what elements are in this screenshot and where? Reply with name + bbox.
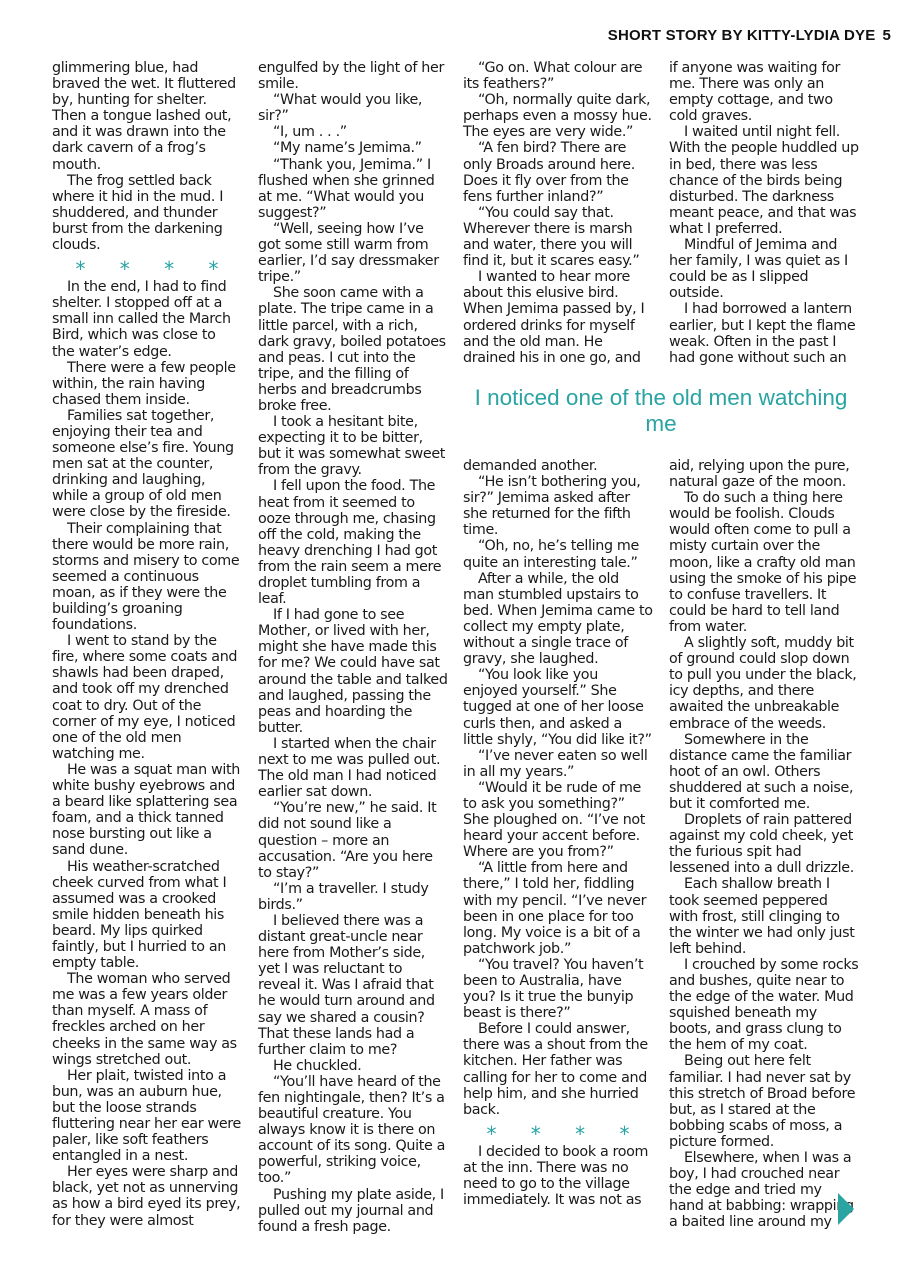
paragraph: I believed there was a distant great-uncle near here from Mother’s side, yet I was reluctant to reveal it. Was I afraid that he would turn around and say we shared a cousin? That these lands had a further claim to me? — [258, 912, 435, 1058]
paragraph: “You could say that. Wherever there is marsh and water, there you will find it, but it scares easy.” — [463, 204, 640, 270]
paragraph: “What would you like, sir?” — [258, 92, 423, 125]
paragraph: Mindful of Jemima and her family, I was quiet as I could be as I slipped outside. — [669, 237, 848, 302]
paragraph: glimmering blue, had braved the wet. It fluttered by, hunting for shelter. Then a tongue lashed out, and it was drawn into the dark cavern of a frog’s mouth. — [52, 60, 236, 173]
paragraph: Families sat together, enjoying their tea and someone else’s fire. Young men sat at the counter, drinking and laughing, while a group of old men were close by the fireside. — [52, 407, 234, 521]
paragraph: I wanted to hear more about this elusive bird. When Jemima passed by, I ordered drinks for myself and the old man. He drained his in one go, and — [463, 269, 645, 366]
section-break: * * * * — [75, 257, 233, 282]
paragraph: Somewhere in the distance came the familiar hoot of an owl. Others shuddered at such a noise, but it comforted me. — [669, 731, 854, 812]
paragraph: To do such a thing here would be foolish. Clouds would often come to pull a misty curtain over the moon, like a crafty old man using the smoke of his pipe to confuse travellers. It could be hard to tell land from water. — [669, 490, 857, 635]
paragraph: “I, um . . .” — [273, 124, 347, 141]
paragraph: Elsewhere, when I was a boy, I had crouched near the edge and tried my hand at babbing: wrapping a baited line around my — [669, 1150, 854, 1231]
column-3-top — [463, 60, 653, 366]
paragraph: “I’m a traveller. I study birds.” — [258, 880, 429, 913]
column-3-bottom — [463, 458, 653, 1208]
paragraph: After a while, the old man stumbled upstairs to bed. When Jemima came to collect my empty plate, without a single trace of gravy, she laughed. — [463, 570, 653, 668]
story-byline: SHORT STORY BY KITTY-LYDIA DYE — [607, 27, 876, 44]
paragraph: He was a squat man with white bushy eyebrows and a beard like splattering sea foam, and a thick tanned nose bursting out like a sand dune. — [52, 761, 240, 859]
continue-arrow-icon — [838, 1193, 854, 1225]
paragraph: I fell upon the food. The heat from it seemed to ooze through me, chasing off the cold, making the heavy drenching I had got from the rain seem a mere droplet tumbling from a leaf. — [258, 478, 442, 608]
paragraph: “You’re new,” he said. It did not sound like a question – more an accusation. “Are you here to stay?” — [258, 800, 437, 881]
paragraph: “Go on. What colour are its feathers?” — [463, 60, 643, 93]
paragraph: “Oh, normally quite dark, perhaps even a mossy hue. The eyes are very wide.” — [463, 92, 652, 141]
page-number: 5 — [882, 27, 891, 44]
paragraph: Each shallow breath I took seemed peppered with frost, still clinging to the winter we had only just left behind. — [669, 876, 855, 957]
paragraph: I crouched by some rocks and bushes, quite near to the edge of the water. Mud squished beneath my boots, and grass clung to the hem of my coat. — [669, 956, 859, 1054]
paragraph: I had borrowed a lantern earlier, but I kept the flame weak. Often in the past I had gone without such an — [669, 301, 856, 366]
paragraph: “You look like you enjoyed yourself.” She tugged at one of her loose curls then, and asked a little shyly, “You did like it?” — [463, 667, 652, 748]
paragraph: Being out here felt familiar. I had never sat by this stretch of Broad before but, as I stared at the bobbing scabs of moss, a picture formed. — [669, 1053, 856, 1150]
pull-quote: I noticed one of the old men watching me — [474, 385, 848, 436]
paragraph: I went to stand by the fire, where some coats and shawls had been draped, and took off my drenched coat to dry. Out of the corner of my eye, I noticed one of the old men watching me. — [52, 633, 238, 762]
paragraph: “My name’s Jemima.” — [273, 140, 422, 157]
paragraph: if anyone was waiting for me. There was only an empty cottage, and two cold graves. — [669, 60, 841, 125]
paragraph: Droplets of rain pattered against my cold cheek, yet the furious spit had lessened into a dull drizzle. — [669, 812, 854, 877]
page-header — [608, 27, 891, 49]
paragraph: I waited until night fell. With the people huddled up in bed, there was less chance of the birds being disturbed. The darkness meant peace, and that was what I preferred. — [669, 124, 859, 237]
paragraph: I decided to book a room at the inn. There was no need to go to the village immediately. It was not as — [463, 1143, 649, 1209]
paragraph: In the end, I had to find shelter. I stopped off at a small inn called the March Bird, which was close to the water’s edge. — [52, 279, 231, 360]
paragraph: Their complaining that there would be more rain, storms and misery to come seemed a continuous moan, as if they were the building’s groaning foundations. — [52, 520, 240, 634]
paragraph: I started when the chair next to me was pulled out. The old man I had noticed earlier sat down. — [258, 735, 441, 801]
paragraph: The frog settled back where it hid in the mud. I shuddered, and thunder burst from the darkening clouds. — [52, 172, 224, 254]
paragraph: His weather-scratched cheek curved from what I assumed was a crooked smile hidden beneath his beard. My lips quirked faintly, but I hurried to an empty table. — [52, 858, 227, 972]
paragraph: Her eyes were sharp and black, yet not as unnerving as how a bird eyed its prey, for they were almost — [52, 1164, 241, 1229]
paragraph: Her plait, twisted into a bun, was an auburn hue, but the loose strands fluttering near her ear were paler, like soft feathers entangled in a nest. — [52, 1067, 241, 1165]
paragraph: Pushing my plate aside, I pulled out my journal and found a fresh page. — [258, 1186, 444, 1235]
paragraph: “Well, seeing how I’ve got some still warm from earlier, I’d say dressmaker tripe.” — [258, 220, 439, 286]
column-1 — [52, 60, 242, 1229]
paragraph: “You travel? You haven’t been to Australia, have you? Is it true the bunyip beast is there?” — [463, 956, 644, 1022]
paragraph: “I’ve never eaten so well in all my years.” — [463, 747, 648, 780]
paragraph: “You’ll have heard of the fen nightingale, then? It’s a beautiful creature. You always know it is there on account of its song. Quite a powerful, striking voice, too.” — [258, 1073, 446, 1187]
paragraph: demanded another. — [463, 458, 598, 474]
paragraph: “A fen bird? There are only Broads around here. Does it fly over from the fens further inland?” — [463, 140, 635, 205]
paragraph: “Oh, no, he’s telling me quite an interesting tale.” — [463, 538, 639, 571]
paragraph: Before I could answer, there was a shout from the kitchen. Her father was calling for her to come and help him, and she hurried back. — [463, 1021, 648, 1118]
paragraph: She soon came with a plate. The tripe came in a little parcel, with a rich, dark gravy, boiled potatoes and peas. I cut into the tripe, and the filling of herbs and breadcrumbs broke free. — [258, 285, 446, 414]
paragraph: “A little from here and there,” I told her, fiddling with my pencil. “I’ve never been in one place for too long. My voice is a bit of a patchwork job.” — [463, 860, 647, 957]
paragraph: aid, relying upon the pure, natural gaze of the moon. — [669, 458, 850, 491]
paragraph: engulfed by the light of her smile. — [258, 60, 444, 93]
paragraph: I took a hesitant bite, expecting it to be bitter, but it was somewhat sweet from the gravy. — [258, 414, 446, 479]
paragraph: “Would it be rude of me to ask you something?” She ploughed on. “I’ve not heard your accent before. Where are you from?” — [463, 779, 646, 861]
paragraph: “Thank you, Jemima.” I flushed when she grinned at me. “What would you suggest?” — [258, 156, 435, 221]
paragraph: “He isn’t bothering you, sir?” Jemima asked after she returned for the fifth time. — [463, 474, 641, 539]
paragraph: If I had gone to see Mother, or lived with her, might she have made this for me? We could have sat around the table and talked and laughed, passing the peas and hoarding the butter. — [258, 607, 448, 736]
section-break: * * * * — [486, 1121, 644, 1146]
paragraph: The woman who served me was a few years older than myself. A mass of freckles arched on her cheeks in the same way as wings stretched out. — [52, 971, 237, 1068]
column-2 — [258, 60, 448, 1235]
column-4-bottom — [669, 458, 859, 1231]
paragraph: He chuckled. — [273, 1057, 362, 1074]
paragraph: A slightly soft, muddy bit of ground could slop down to pull you under the black, icy depths, and there awaited the unbreakable embrace of the weeds. — [669, 635, 857, 732]
paragraph: There were a few people within, the rain having chased them inside. — [52, 359, 236, 408]
column-4-top — [669, 60, 859, 366]
